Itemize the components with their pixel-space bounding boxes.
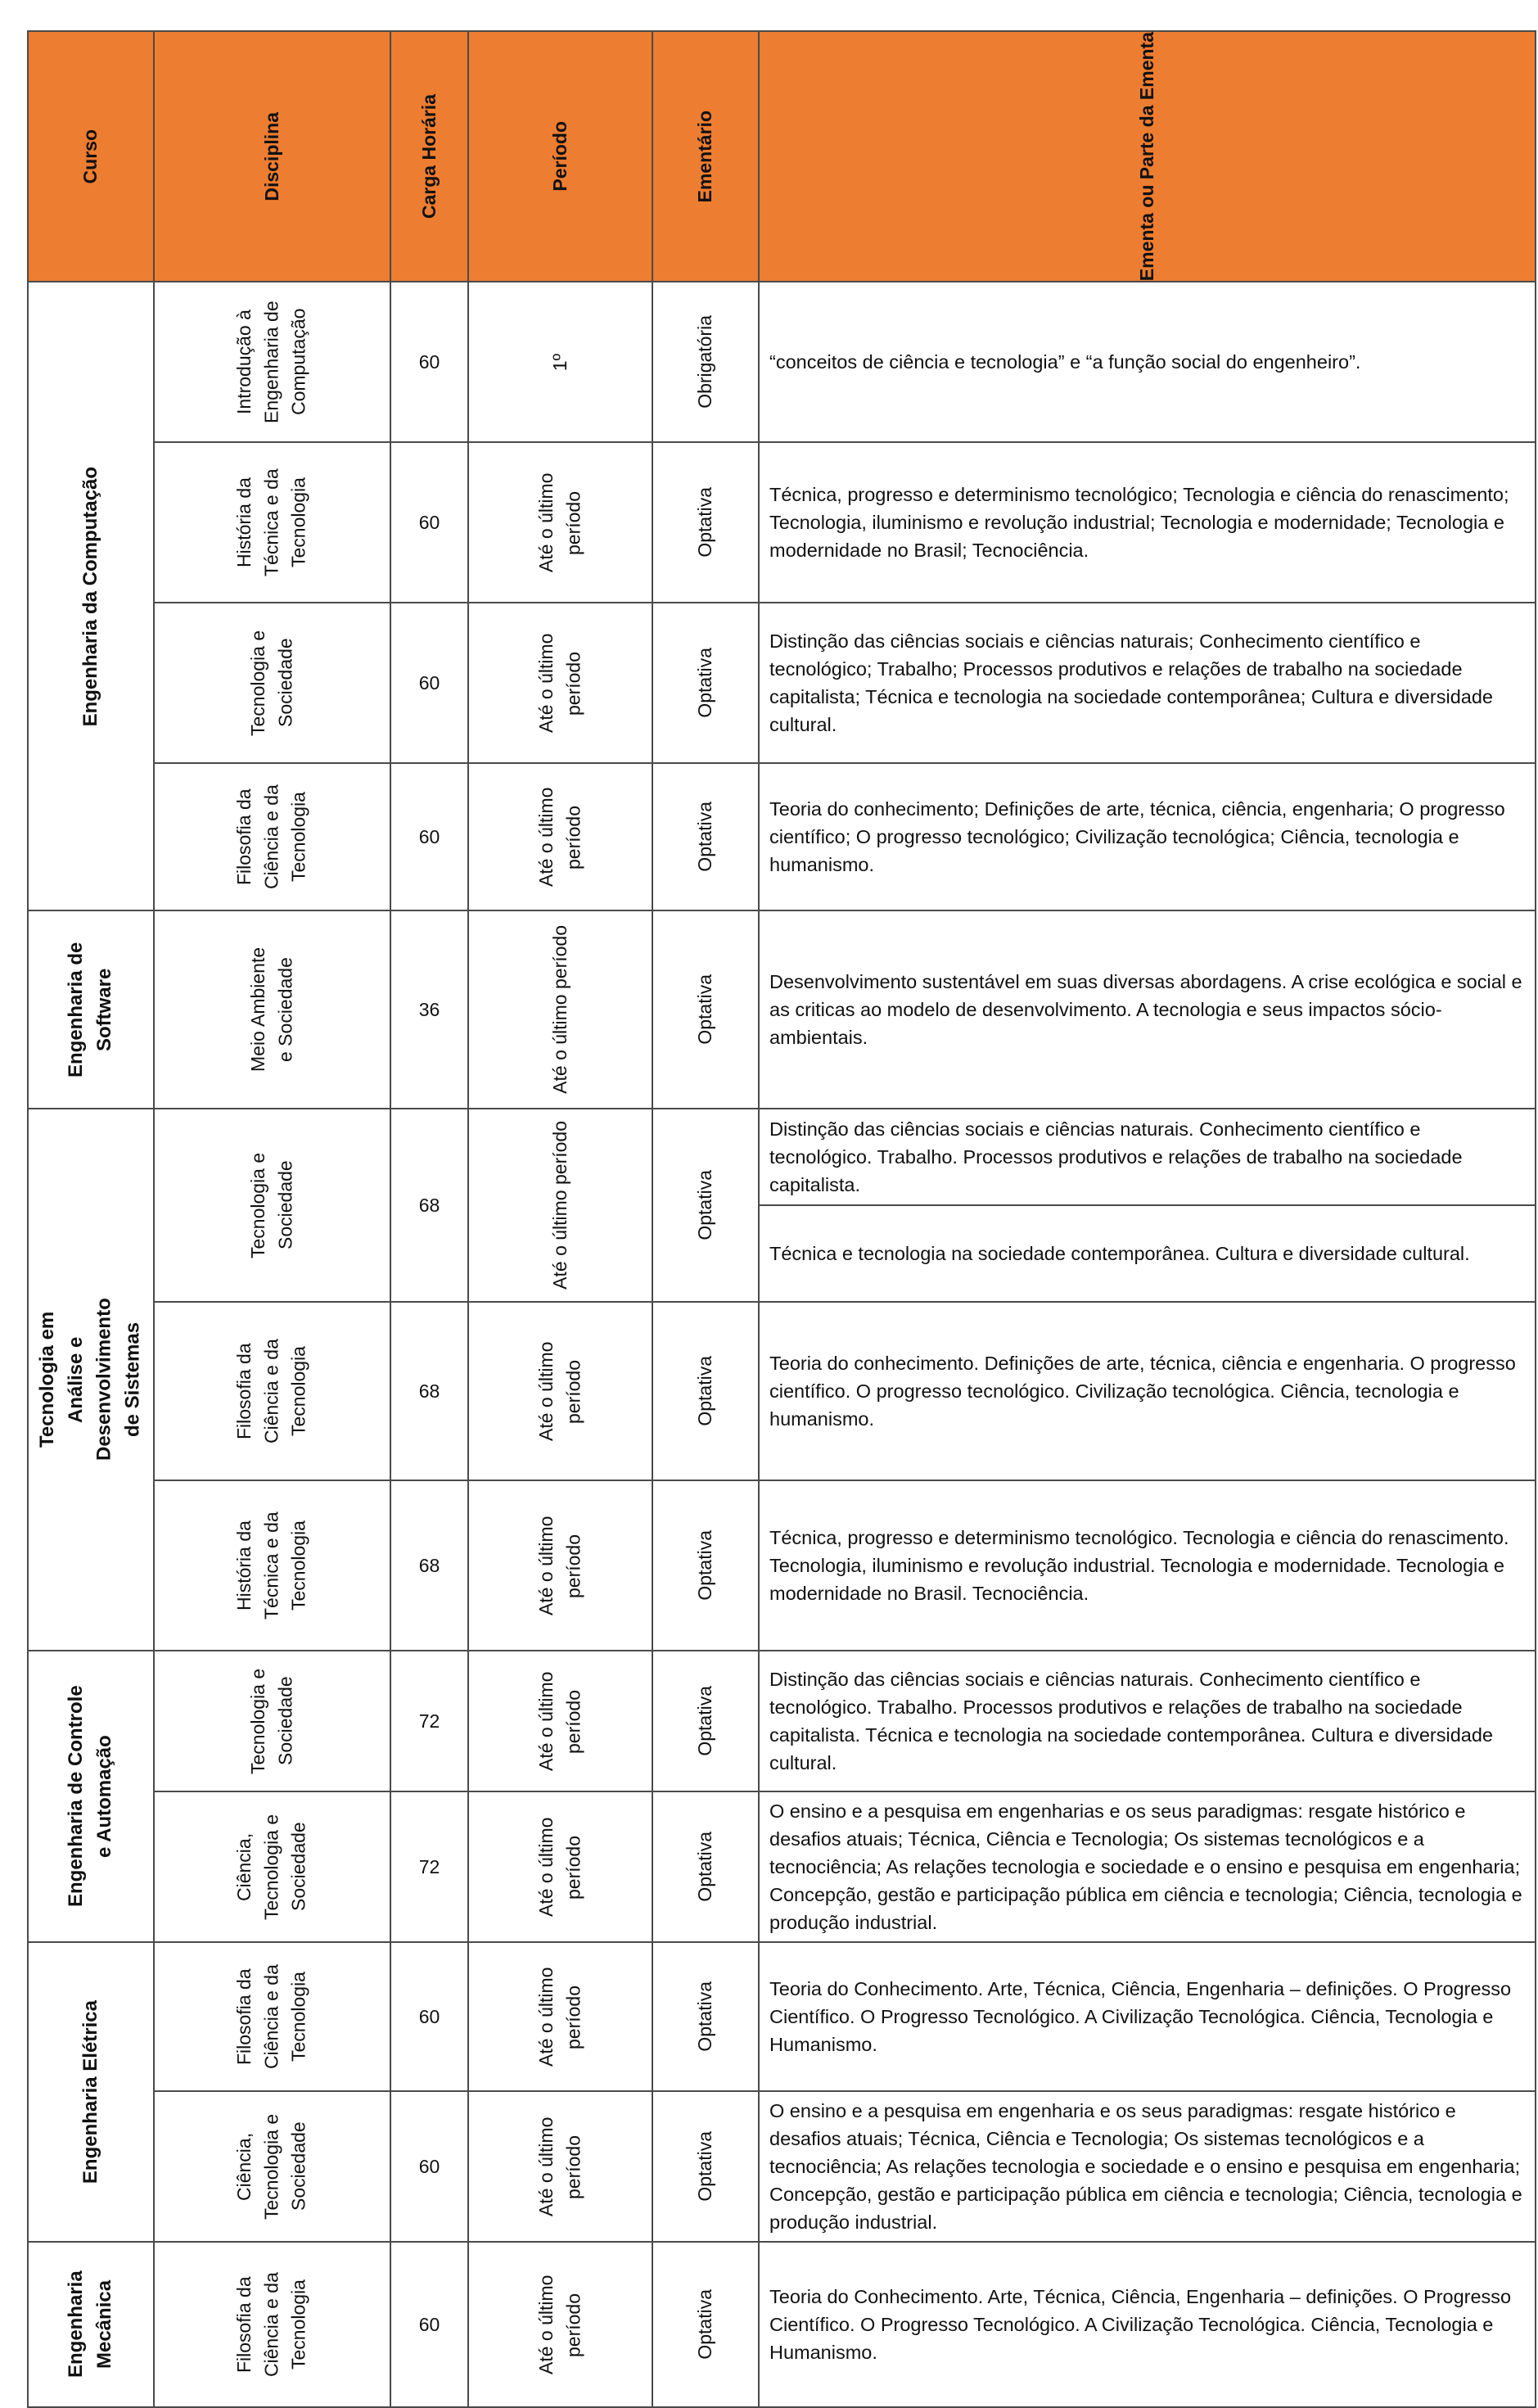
cell-carga: 68 xyxy=(390,1480,468,1651)
cell-ementario: Optativa xyxy=(652,763,759,910)
cell-ementario: Optativa xyxy=(652,442,759,603)
table-row xyxy=(28,1302,1536,1480)
cell-ementa: Distinção das ciências sociais e ciências naturais. Conhecimento científico e tecnológico. Trabalho. Processos produtivos e relações de trabalho na sociedade capitalista. Técnica e tecnologia na sociedade contemporânea. Cultura e diversidade cultural. xyxy=(759,1651,1536,1791)
cell-carga: 60 xyxy=(390,2091,468,2242)
table-row xyxy=(28,2091,1536,2242)
cell-curso: Engenharia de Controle e Automação xyxy=(28,1651,154,1942)
table-row xyxy=(28,1480,1536,1651)
cell-disciplina: História da Técnica e da Tecnologia xyxy=(154,442,390,603)
cell-disciplina: Filosofia da Ciência e da Tecnologia xyxy=(154,763,390,910)
cell-curso: Tecnologia em Análise e Desenvolvimento de Sistemas xyxy=(28,1109,154,1651)
cell-disciplina: Filosofia da Ciência e da Tecnologia xyxy=(154,1302,390,1480)
cell-ementa: Desenvolvimento sustentável em suas diversas abordagens. A crise ecológica e social e as criticas ao modelo de desenvolvimento. A tecnologia e seus impactos sócio-ambientais. xyxy=(759,910,1536,1109)
cell-ementa: Técnica e tecnologia na sociedade contemporânea. Cultura e diversidade cultural. xyxy=(759,1205,1536,1302)
cell-disciplina: Introdução à Engenharia de Computação xyxy=(154,282,390,442)
cell-disciplina: Meio Ambiente e Sociedade xyxy=(154,910,390,1109)
cell-curso: Engenharia de Software xyxy=(28,910,154,1109)
cell-periodo: Até o último período xyxy=(468,910,652,1109)
cell-carga: 72 xyxy=(390,1651,468,1791)
cell-ementa: Teoria do Conhecimento. Arte, Técnica, Ciência, Engenharia – definições. O Progresso Científico. O Progresso Tecnológico. A Civilização Tecnológica. Ciência, Tecnologia e Humanismo. xyxy=(759,2242,1536,2407)
cell-ementario: Optativa xyxy=(652,1109,759,1302)
cell-periodo: 1º xyxy=(468,282,652,442)
cell-ementario: Optativa xyxy=(652,1302,759,1480)
table-row xyxy=(28,442,1536,603)
cell-ementario: Optativa xyxy=(652,1480,759,1651)
cell-curso: Engenharia Mecânica xyxy=(28,2242,154,2407)
table-row xyxy=(28,282,1536,442)
cell-ementario: Optativa xyxy=(652,1651,759,1791)
cell-periodo: Até o último período xyxy=(468,2242,652,2407)
cell-ementa: Teoria do conhecimento; Definições de arte, técnica, ciência, engenharia; O progresso científico; O progresso tecnológico; Civilização tecnológica; Ciência, tecnologia e humanismo. xyxy=(759,763,1536,910)
cell-periodo: Até o último período xyxy=(468,2091,652,2242)
header-curso: Curso xyxy=(28,31,154,282)
cell-disciplina: Ciência, Tecnologia e Sociedade xyxy=(154,2091,390,2242)
cell-carga: 36 xyxy=(390,910,468,1109)
cell-carga: 60 xyxy=(390,282,468,442)
table-row xyxy=(28,1791,1536,1942)
cell-ementario: Obrigatória xyxy=(652,282,759,442)
cell-periodo: Até o último período xyxy=(468,1109,652,1302)
cell-ementa: Distinção das ciências sociais e ciências naturais. Conhecimento científico e tecnológico. Trabalho. Processos produtivos e relações de trabalho na sociedade capitalista. xyxy=(759,1109,1536,1205)
table-row xyxy=(28,603,1536,763)
header-carga-horaria: Carga Horária xyxy=(390,31,468,282)
cell-periodo: Até o último período xyxy=(468,603,652,763)
cell-periodo: Até o último período xyxy=(468,1651,652,1791)
table-row xyxy=(28,1942,1536,2091)
cell-ementa: Distinção das ciências sociais e ciências naturais; Conhecimento científico e tecnológico; Trabalho; Processos produtivos e relações de trabalho na sociedade capitalista; Técnica e tecnologia na sociedade contemporânea; Cultura e diversidade cultural. xyxy=(759,603,1536,763)
header-ementa: Ementa ou Parte da Ementa xyxy=(759,31,1536,282)
header-ementario: Ementário xyxy=(652,31,759,282)
cell-carga: 60 xyxy=(390,2242,468,2407)
cell-ementa: O ensino e a pesquisa em engenharia e os seus paradigmas: resgate histórico e desafios atuais; Técnica, Ciência e Tecnologia; Os sistemas tecnológicos e a tecnociência; As relações tecnologia e sociedade e o ensino e pesquisa em engenharia; Concepção, gestão e participação pública em ciência e tecnologia; Ciência, tecnologia e produção industrial. xyxy=(759,2091,1536,2242)
cell-disciplina: Filosofia da Ciência e da Tecnologia xyxy=(154,1942,390,2091)
cell-periodo: Até o último período xyxy=(468,763,652,910)
cell-carga: 60 xyxy=(390,603,468,763)
header-periodo: Período xyxy=(468,31,652,282)
table-row xyxy=(28,2242,1536,2407)
cell-disciplina: Tecnologia e Sociedade xyxy=(154,1651,390,1791)
cell-carga: 68 xyxy=(390,1302,468,1480)
cell-periodo: Até o último período xyxy=(468,1942,652,2091)
cell-ementa: “conceitos de ciência e tecnologia” e “a função social do engenheiro”. xyxy=(759,282,1536,442)
cell-periodo: Até o último período xyxy=(468,1480,652,1651)
table-row xyxy=(28,763,1536,910)
cell-periodo: Até o último período xyxy=(468,1302,652,1480)
cell-periodo: Até o último período xyxy=(468,442,652,603)
cell-ementario: Optativa xyxy=(652,2091,759,2242)
cell-ementa: Técnica, progresso e determinismo tecnológico. Tecnologia e ciência do renascimento. Tecnologia, iluminismo e revolução industrial. Tecnologia e modernidade. Tecnologia e modernidade no Brasil. Tecnociência. xyxy=(759,1480,1536,1651)
header-disciplina: Disciplina xyxy=(154,31,390,282)
curriculum-table xyxy=(27,30,1536,2408)
table-row xyxy=(28,1651,1536,1791)
cell-carga: 60 xyxy=(390,1942,468,2091)
cell-disciplina: Tecnologia e Sociedade xyxy=(154,603,390,763)
cell-ementario: Optativa xyxy=(652,1942,759,2091)
cell-carga: 72 xyxy=(390,1791,468,1942)
header-row xyxy=(28,31,1536,282)
cell-curso: Engenharia da Computação xyxy=(28,282,154,910)
cell-curso: Engenharia Elétrica xyxy=(28,1942,154,2242)
cell-ementario: Optativa xyxy=(652,910,759,1109)
cell-ementa: O ensino e a pesquisa em engenharias e os seus paradigmas: resgate histórico e desafios atuais; Técnica, Ciência e Tecnologia; Os sistemas tecnológicos e a tecnociência; As relações tecnologia e sociedade e o ensino e pesquisa em engenharia; Concepção, gestão e participação pública em ciência e tecnologia; Ciência, tecnologia e produção industrial. xyxy=(759,1791,1536,1942)
cell-disciplina: Tecnologia e Sociedade xyxy=(154,1109,390,1302)
table-row xyxy=(28,910,1536,1109)
cell-periodo: Até o último período xyxy=(468,1791,652,1942)
cell-carga: 60 xyxy=(390,763,468,910)
cell-ementa: Técnica, progresso e determinismo tecnológico; Tecnologia e ciência do renascimento; Tecnologia, iluminismo e revolução industrial; Tecnologia e modernidade; Tecnologia e modernidade no Brasil; Tecnociência. xyxy=(759,442,1536,603)
cell-carga: 60 xyxy=(390,442,468,603)
cell-disciplina: História da Técnica e da Tecnologia xyxy=(154,1480,390,1651)
table-row xyxy=(28,1109,1536,1205)
cell-ementario: Optativa xyxy=(652,1791,759,1942)
cell-ementa: Teoria do Conhecimento. Arte, Técnica, Ciência, Engenharia – definições. O Progresso Científico. O Progresso Tecnológico. A Civilização Tecnológica. Ciência, Tecnologia e Humanismo. xyxy=(759,1942,1536,2091)
cell-carga: 68 xyxy=(390,1109,468,1302)
cell-ementario: Optativa xyxy=(652,603,759,763)
cell-disciplina: Ciência, Tecnologia e Sociedade xyxy=(154,1791,390,1942)
cell-ementa: Teoria do conhecimento. Definições de arte, técnica, ciência e engenharia. O progresso científico. O progresso tecnológico. Civilização tecnológica. Ciência, tecnologia e humanismo. xyxy=(759,1302,1536,1480)
cell-ementario: Optativa xyxy=(652,2242,759,2407)
cell-disciplina: Filosofia da Ciência e da Tecnologia xyxy=(154,2242,390,2407)
